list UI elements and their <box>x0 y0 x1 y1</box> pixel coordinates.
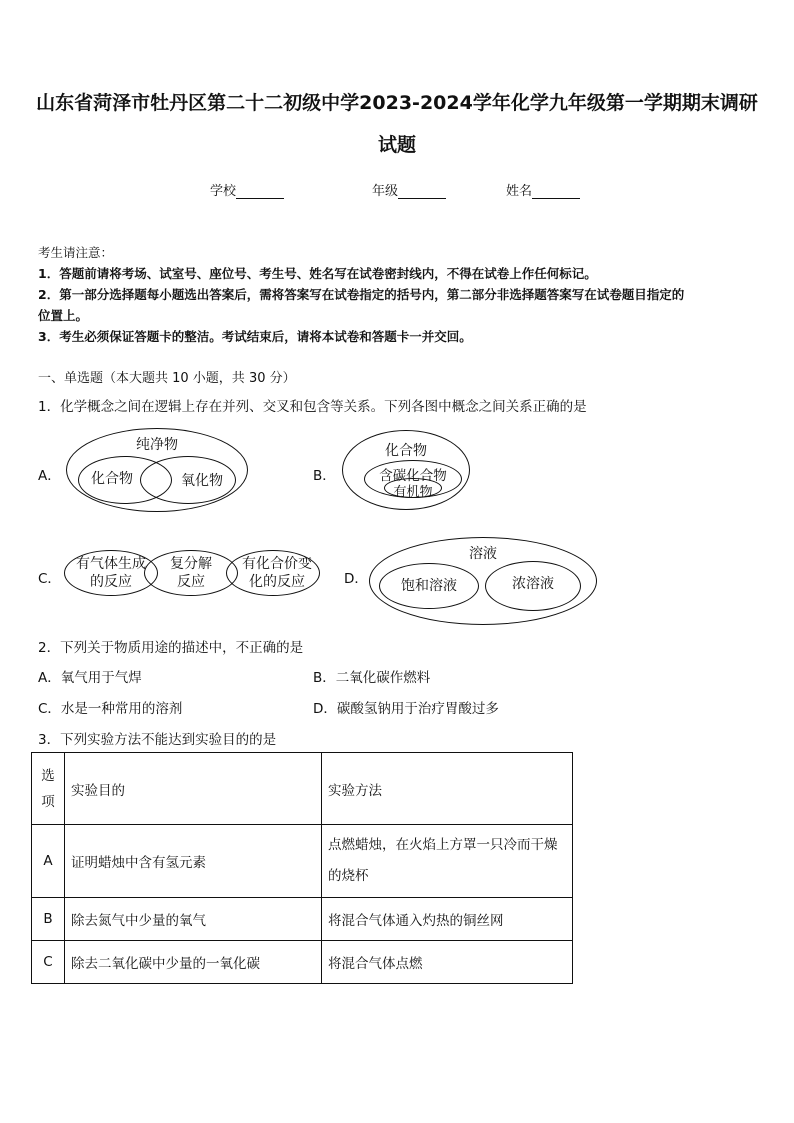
row-goal: 证明蜡烛中含有氢元素 <box>65 825 322 898</box>
grade-label: 年级 <box>372 184 399 199</box>
row-goal: 除去氮气中少量的氧气 <box>65 898 322 941</box>
paper-title-line2: 试题 <box>377 134 416 156</box>
left-label: 化合物 <box>91 471 133 487</box>
outer-label: 纯净物 <box>136 437 178 453</box>
left-label: 有气体生成 的反应 <box>76 556 146 590</box>
right-label: 氧化物 <box>181 473 223 489</box>
middle-label: 含碳化合物 <box>379 468 447 484</box>
right-label: 浓溶液 <box>512 576 554 592</box>
name-field[interactable] <box>506 180 580 199</box>
row-option: A <box>32 825 65 898</box>
row-option: C <box>32 941 65 984</box>
q1-option-b-diagram[interactable] <box>342 430 470 510</box>
name-label: 姓名 <box>506 184 533 199</box>
q1-option-d-letter[interactable]: D． <box>344 571 368 587</box>
q2-option-a[interactable]: A．氧气用于气焊 <box>38 670 142 686</box>
paper-title-line1: 山东省菏泽市牡丹区第二十二初级中学2023-2024学年化学九年级第一学期期末调研 <box>36 92 758 114</box>
notice-item-1: 1．答题前请将考场、试室号、座位号、考生号、姓名写在试卷密封线内，不得在试卷上作任何标记。 <box>38 266 597 281</box>
row-option: B <box>32 898 65 941</box>
q1-option-a-diagram[interactable] <box>66 428 248 512</box>
school-blank[interactable] <box>236 184 284 199</box>
q2-option-d[interactable]: D．碳酸氢钠用于治疗胃酸过多 <box>313 701 499 717</box>
table-row <box>32 941 573 984</box>
header-goal: 实验目的 <box>65 753 322 825</box>
q2-option-c[interactable]: C．水是一种常用的溶剂 <box>38 701 183 717</box>
row-method: 将混合气体通入灼热的铜丝网 <box>322 898 573 941</box>
notice-section <box>38 242 762 347</box>
outer-label: 化合物 <box>385 443 427 459</box>
inner-label: 有机物 <box>393 485 433 500</box>
q1-option-c-diagram[interactable] <box>64 550 320 596</box>
q1-stem: 1．化学概念之间在逻辑上存在并列、交叉和包含等关系。下列各图中概念之间关系正确的是 <box>38 399 587 415</box>
outer-label: 溶液 <box>469 546 497 562</box>
table-row <box>32 825 573 898</box>
header-method: 实验方法 <box>322 753 573 825</box>
table-header-row <box>32 753 573 825</box>
school-label: 学校 <box>210 184 237 199</box>
q2-stem: 2．下列关于物质用途的描述中，不正确的是 <box>38 640 304 656</box>
table-row <box>32 898 573 941</box>
q1-option-d-diagram[interactable] <box>369 537 597 625</box>
row-method: 点燃蜡烛，在火焰上方罩一只冷而干燥 的烧杯 <box>322 825 573 898</box>
header-option: 选 项 <box>32 753 65 825</box>
left-label: 饱和溶液 <box>401 578 457 594</box>
section-heading: 一、单选题（本大题共 10 小题，共 30 分） <box>38 371 296 386</box>
q1-option-c-letter[interactable]: C． <box>38 571 61 587</box>
q2-option-b[interactable]: B．二氧化碳作燃料 <box>313 670 431 686</box>
notice-item-2: 2．第一部分选择题每小题选出答案后，需将答案写在试卷指定的括号内，第二部分非选择题答案写在试卷题目指定的 <box>38 287 685 302</box>
middle-label: 复分解 反应 <box>170 556 212 590</box>
experiment-table <box>31 752 573 984</box>
notice-item-3: 3．考生必须保证答题卡的整洁。考试结束后，请将本试卷和答题卡一并交回。 <box>38 329 472 344</box>
row-method: 将混合气体点燃 <box>322 941 573 984</box>
q3-stem: 3．下列实验方法不能达到实验目的的是 <box>38 732 277 748</box>
right-label: 有化合价变 化的反应 <box>242 556 312 590</box>
q1-option-b-letter[interactable]: B． <box>313 468 336 484</box>
q1-option-a-letter[interactable]: A． <box>38 468 61 484</box>
grade-field[interactable] <box>372 180 446 199</box>
name-blank[interactable] <box>532 184 580 199</box>
notice-item-2-cont: 位置上。 <box>38 308 89 323</box>
notice-heading: 考生请注意： <box>38 245 114 260</box>
grade-blank[interactable] <box>398 184 446 199</box>
row-goal: 除去二氧化碳中少量的一氧化碳 <box>65 941 322 984</box>
school-field[interactable] <box>210 180 284 199</box>
